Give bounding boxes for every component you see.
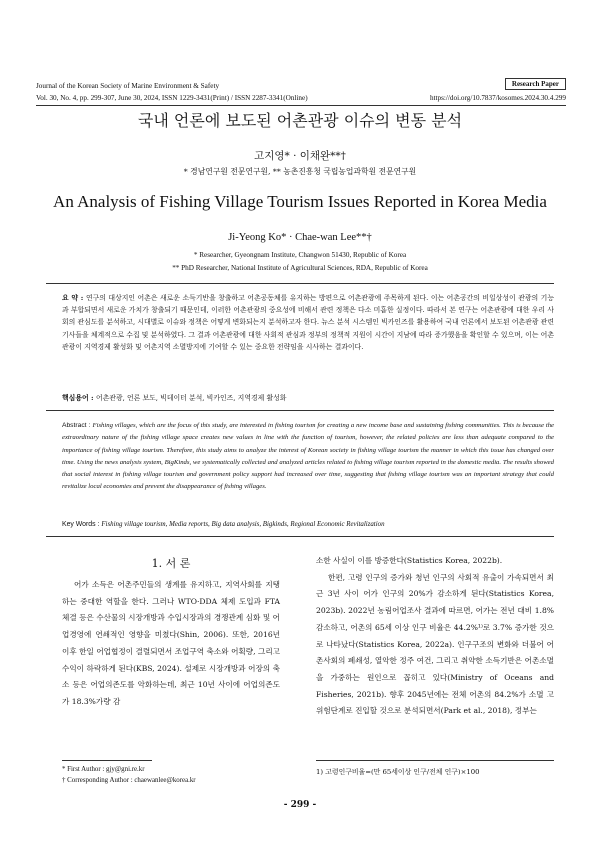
english-abstract xyxy=(62,420,554,494)
body-paragraph: 한편, 고령 인구의 증가와 청년 인구의 사회적 유출이 가속되면서 최근 3년 사이 어가 인구의 20%가 감소하게 된다(Statistics Korea, 2023b). 2022년 농림어업조사 결과에 따르면, 어가는 전년 대비 1.8% 감소하고, 어촌의 65세 이상 인구 비율은 44.2%¹⁾로 3.7% 증가한 것으로 나타났다(Statistics Korea, 2022a). 인구구조의 변화와 더불어 어촌사회의 폐쇄성, 열악한 정주 여건, 그리고 취약한 소득기반은 어촌소멸을 가중하는 원인으로 꼽히고 있다(Ministry of Oceans and Fisheries, 2021b). 향후 2045년에는 전체 어촌의 84.2%가 소멸 고위험단계로 진입할 것으로 분석되면서(Park et al., 2018), 정부는 xyxy=(316,572,554,716)
korean-abstract-label: 요 약 : xyxy=(62,294,86,302)
body-left-column xyxy=(62,577,280,711)
footnote-1: 1) 고령인구비율=(만 65세이상 인구/전체 인구)×100 xyxy=(316,768,480,776)
body-paragraph: 소한 사실이 이를 방증한다(Statistics Korea, 2022b). xyxy=(316,556,503,565)
footnote-rule-right xyxy=(316,760,554,761)
section-heading-introduction: 1. 서 론 xyxy=(151,557,191,570)
english-keywords-values: Fishing village tourism, Media reports, Big data analysis, Bigkinds, Regional Economic Revitalization xyxy=(101,521,385,528)
english-abstract-label: Abstract : xyxy=(62,422,93,429)
paper-type-badge: Research Paper xyxy=(505,78,566,90)
first-author-note: * First Author : gjy@gni.re.kr xyxy=(62,766,145,773)
volume-line: Vol. 30, No. 4, pp. 299-307, June 30, 2024, ISSN 1229-3431(Print) / ISSN 2287-3341(Online) xyxy=(36,94,308,102)
korean-abstract-text: 연구의 대상지인 어촌은 새로운 소득기반을 창출하고 어촌공동체를 유지하는 방편으로 어촌관광에 주목하게 된다. 이는 어촌공간의 비일상성이 관광의 기능과 부합되면서 새로운 가치가 창출되기 때문인데, 이러한 어촌관광의 중요성에 비해서 관련 정책은 다소 미흡한 실정이다. 따라서 본 연구는 어촌관광에 대한 우리 사회의 관심도를 분석하고, 시대별로 이슈와 정책은 어떻게 변화되는지 분석하고자 한다. 뉴스 분석 시스템인 빅카인즈를 활용하여 국내 언론에서 보도된 어촌관광 관련 기사들을 체계적으로 수집 및 분석하였다. 그 결과 어촌관광에 대한 사회적 관심과 정부의 정책적 지원이 시간이 지남에 따라 증가했음을 확인할 수 있으며, 이는 어촌관광이 지역경제 활성화 및 어촌지역 소멸방지에 기여할 수 있는 중요한 전략임을 시사하는 결과이다. xyxy=(62,294,554,351)
korean-authors: 고지영* · 이채완**† xyxy=(254,150,346,162)
english-keywords-label: Key Words : xyxy=(62,521,102,528)
body-paragraph: 어가 소득은 어촌주민들의 생계를 유지하고, 지역사회를 지탱하는 중대한 역할을 한다. 그러나 WTO·DDA 체제 도입과 FTA 체결 등은 수산물의 시장개방과 수입시장과의 경쟁관계 심화 및 어업경영에 연쇄적인 영향을 미쳤다(Shin, 2006). 또한, 2016년 이후 한일 어업협정이 결렬되면서 조업구역 축소와 어획량, 그리고 수익이 하락하게 된다(KBS, 2024). 설제로 시장개방과 어장의 축소 등은 어업의존도를 악화하는데, 최근 10년 사이에 어업의존도가 18.3%가량 감 xyxy=(62,580,280,706)
korean-abstract xyxy=(62,292,554,353)
english-keywords xyxy=(62,521,385,528)
abstract-top-rule xyxy=(46,283,554,284)
abstract-mid-rule xyxy=(46,410,554,411)
footnote-rule-left xyxy=(62,760,152,761)
english-abstract-text: Fishing villages, which are the focus of this study, are interested in fishing tourism for creating a new income base and sustaining fishing communities. This is because the extraordinary nature of the fishing village space creates new values in line with the function of tourism, however, the related policies are less than adequate compared to the importance of fishing village tourism. Therefore, this study aims to analyze the interest of Korean society in fishing village tourism the manner in which this issue has changed over time. Using the news analysis system, BigKinds, we systematically collected and analyzed articles related to fishing village tourism reported in the domestic media. The results showed that social interest in fishing village tourism and government policy support had increased over time, suggesting that fishing village tourism was an important strategy that could revitalize local economies and prevent the disappearance of fishing villages. xyxy=(62,422,555,491)
header-rule xyxy=(36,105,566,106)
english-affiliation-1: * Researcher, Gyeongnam Institute, Changwon 51430, Republic of Korea xyxy=(193,251,407,259)
korean-keywords xyxy=(62,392,286,402)
english-title: An Analysis of Fishing Village Tourism Issues Reported in Korea Media xyxy=(53,192,547,211)
korean-keywords-label: 핵심용어 : xyxy=(62,394,96,402)
korean-title: 국내 언론에 보도된 어촌관광 이슈의 변동 분석 xyxy=(137,111,463,130)
corresponding-author-note: † Corresponding Author : chaewanlee@korea.kr xyxy=(62,777,196,784)
english-authors: Ji-Yeong Ko* · Chae-wan Lee**† xyxy=(228,232,372,243)
journal-name: Journal of the Korean Society of Marine Environment & Safety xyxy=(36,82,220,90)
english-affiliation-2: ** PhD Researcher, National Institute of Agricultural Sciences, RDA, Republic of Korea xyxy=(172,264,428,272)
author-footnotes xyxy=(62,764,196,786)
body-right-column xyxy=(316,553,554,720)
doi-link[interactable]: https://doi.org/10.7837/kosomes.2024.30.4.299 xyxy=(429,94,566,102)
korean-keywords-values: 어촌관광, 언론 보도, 빅데이터 분석, 빅카인즈, 지역경제 활성화 xyxy=(95,394,287,402)
page-number: - 299 - xyxy=(283,800,317,810)
abstract-bottom-rule xyxy=(46,536,554,537)
korean-affiliation: * 경남연구원 전문연구원, ** 농촌진흥청 국립농업과학원 전문연구원 xyxy=(183,167,417,176)
